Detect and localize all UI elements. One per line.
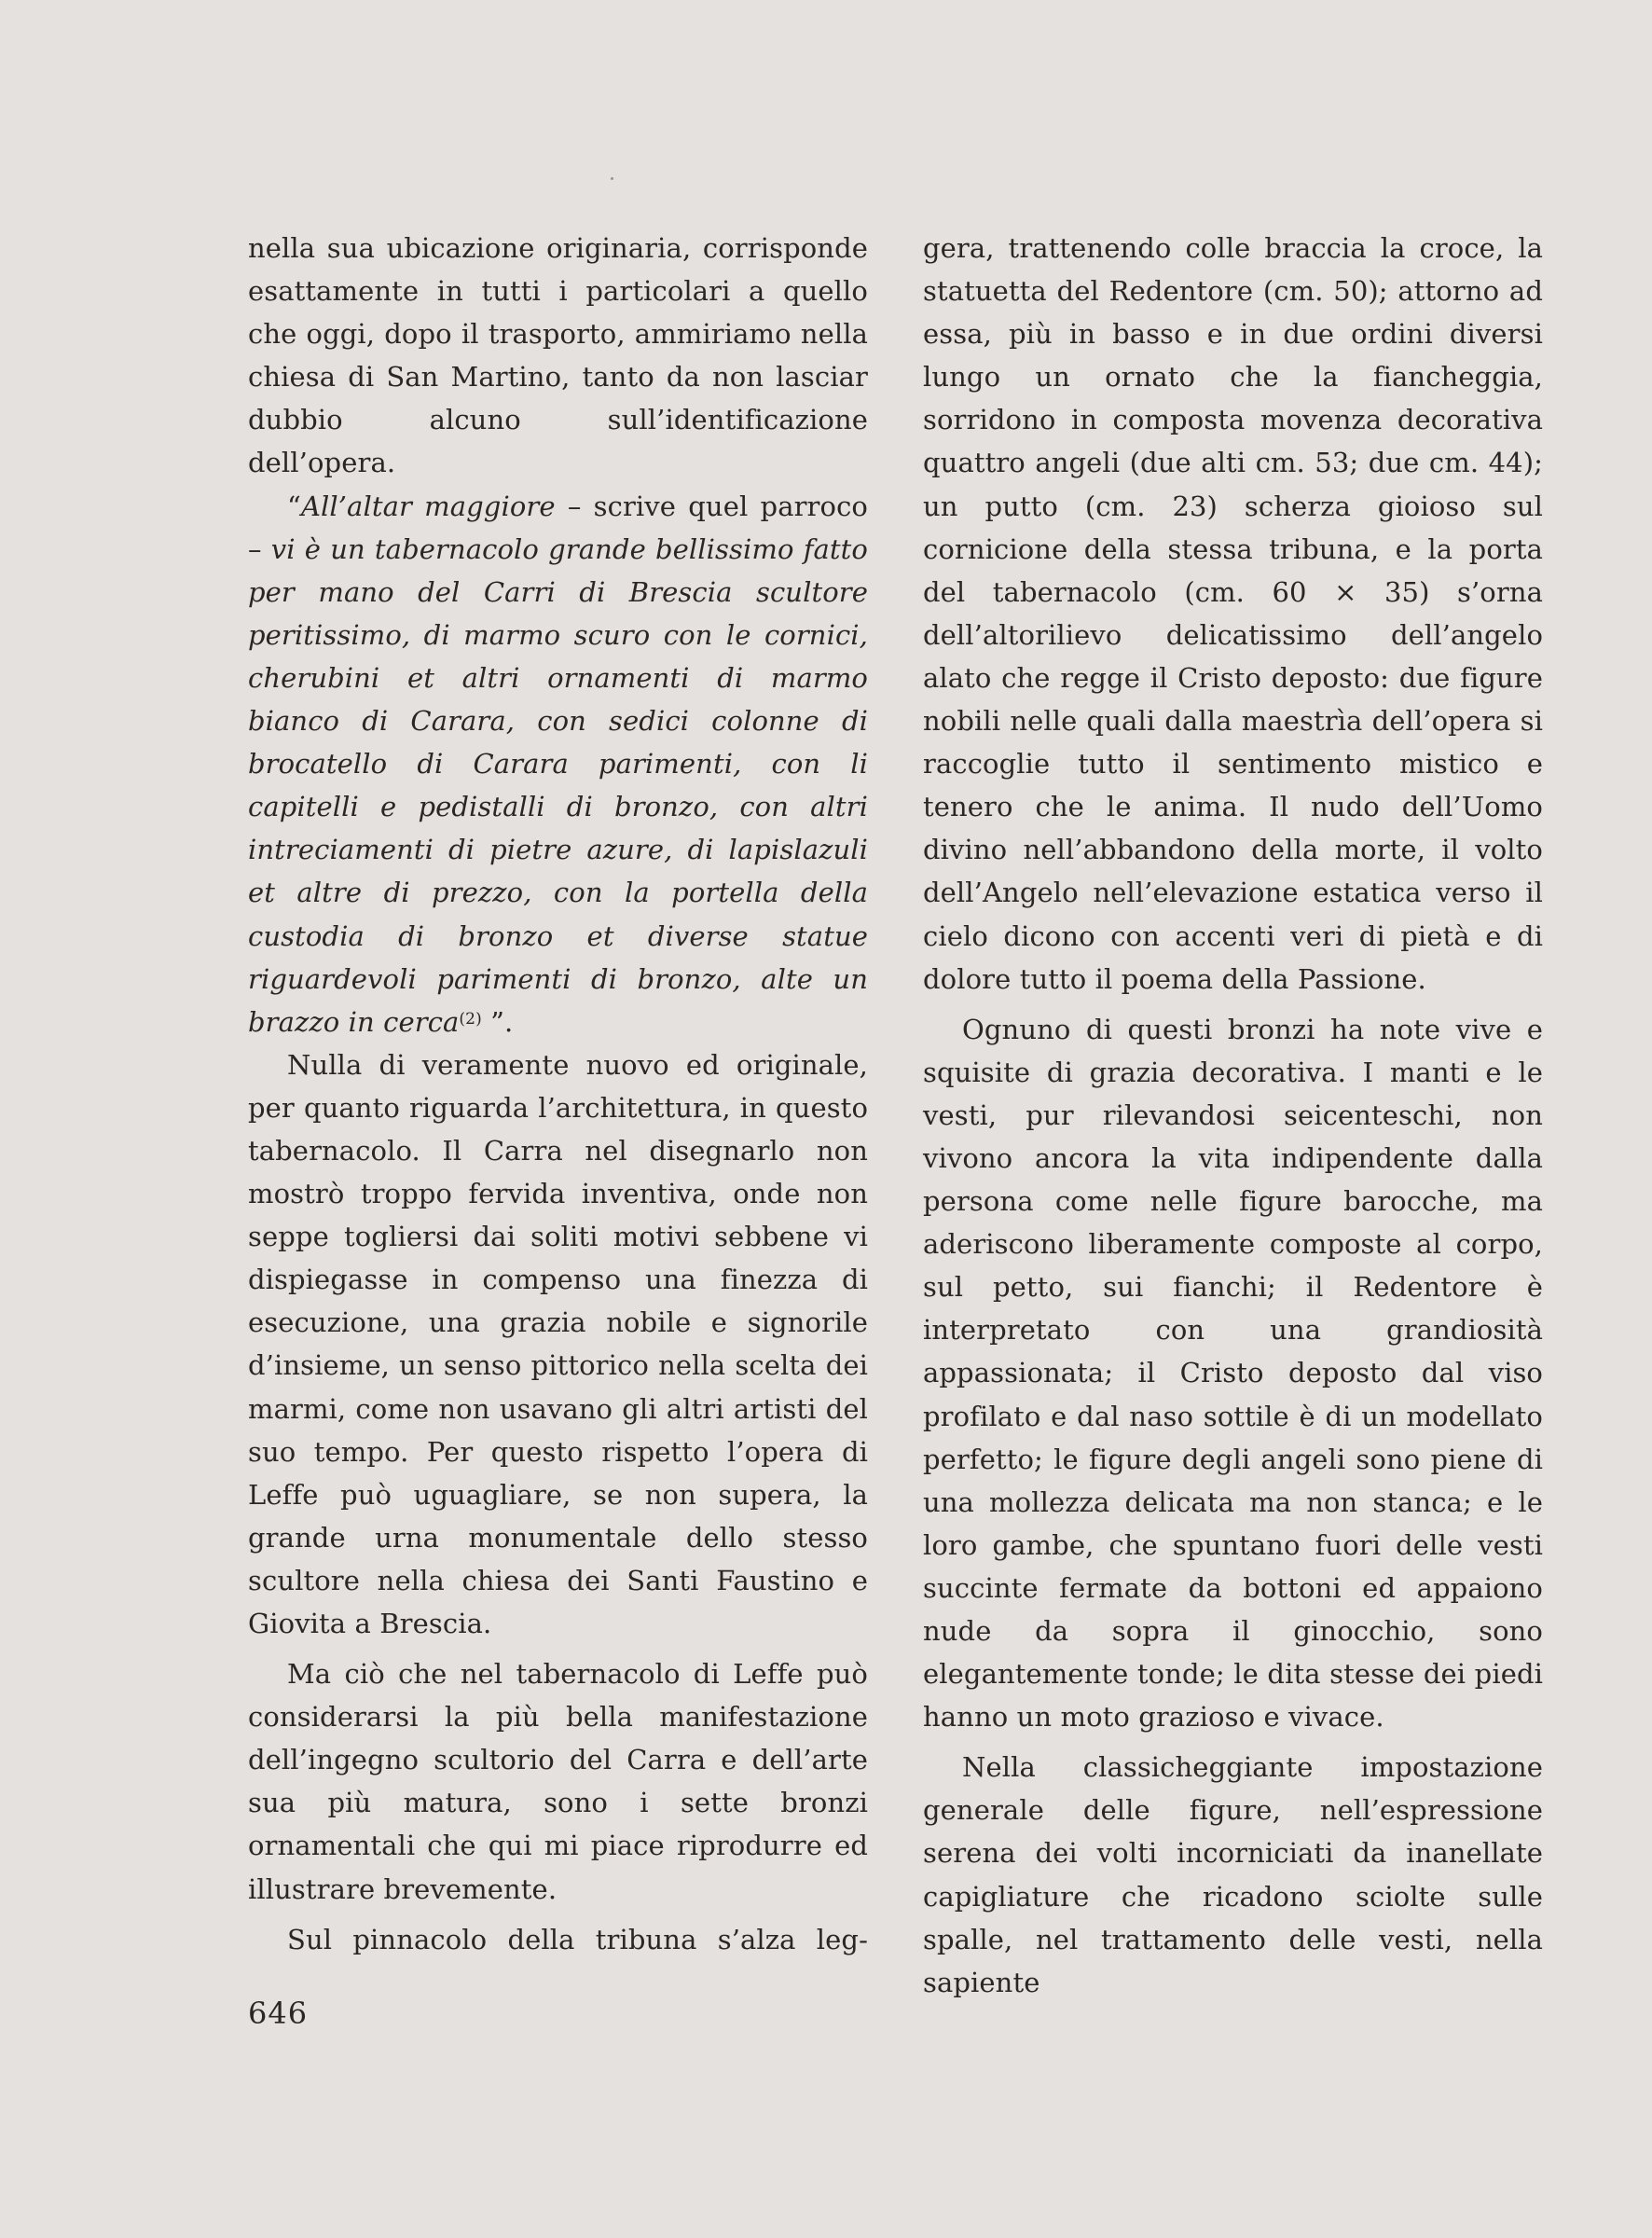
- right-column: [923, 227, 1543, 2004]
- speck-mark: [611, 177, 613, 180]
- quote-heading: All’altar maggiore: [300, 490, 556, 522]
- right-paragraph-3: Nella classicheggiante impostazione generale delle figure, nell’espressione serena dei volti incorniciati da inanellate capigliature che ricadono sciolte sulle spalle, nel trattamento delle vesti, nella sapiente: [923, 1751, 1543, 1998]
- left-column: [248, 227, 868, 1961]
- right-paragraph-2: Ognuno di questi bronzi ha note vive e squisite di grazia decorativa. I manti e le vesti, pur rilevandosi seicenteschi, non vivono ancora la vita indipendente dalla persona come nelle figure barocche, ma aderiscono liberamente composte al corpo, sul petto, sui fianchi; il Redentore è interpretato con una grandiosità appassionata; il Cristo deposto dal viso profilato e dal naso sottile è di un modellato perfetto; le figure degli angeli sono piene di una mollezza delicata ma non stanca; e le loro gambe, che spuntano fuori delle vesti succinte fermate da bottoni ed appaiono nude da sopra il ginocchio, sono elegantemente tonde; le dita stesse dei piedi hanno un moto grazioso e vivace.: [923, 1013, 1543, 1734]
- quote-body: vi è un tabernacolo grande bellissimo fatto per mano del Carri di Brescia scultore peritissimo, di marmo scuro con le cornici, cherubini et altri ornamenti di marmo bianco di Carara, con sedici colonne di brocatello di Carara parimenti, con li capitelli e pedistalli di bronzo, con altri intreciamenti di pietre azure, di lapislazuli et altre di prezzo, con la portella della custodia di bronzo et diverse statue riguardevoli parimenti di bronzo, alte un brazzo in cerca: [248, 532, 868, 1038]
- left-paragraph-quote: [248, 485, 868, 1043]
- footnote-reference: (2): [459, 1009, 482, 1029]
- right-paragraph-1: gera, trattenendo colle braccia la croce, la statuetta del Redentore (cm. 50); attorno ad essa, più in basso e in due ordini diversi lungo un ornato che la fiancheggia, sorridono in composta movenza decorativa quattro angeli (due alti cm. 53; due cm. 44); un putto (cm. 23) scherza gioioso sul cornicione della stessa tribuna, e la porta del tabernacolo (cm. 60 × 35) s’orna dell’altorilievo delicatissimo dell’angelo alato che regge il Cristo deposto: due figure nobili nelle quali dalla maestrìa dell’opera si raccoglie tutto il sentimento mistico e tenero che le anima. Il nudo dell’Uomo divino nell’abbandono della morte, il volto dell’Angelo nell’elevazione estatica verso il cielo dicono con accenti veri di pietà e di dolore tutto il poema della Passione.: [923, 232, 1543, 995]
- left-paragraph-4: Ma ciò che nel tabernacolo di Leffe può considerarsi la più bella manifestazione dell’ingegno scultorio del Carra e dell’arte sua più matura, sono i sette bronzi ornamentali che qui mi piace riprodurre ed illustrare brevemente.: [248, 1658, 868, 1905]
- page-number: 646: [248, 1996, 309, 2031]
- quote-open-mark: “: [287, 490, 301, 522]
- left-paragraph-1: nella sua ubicazione originaria, corrisponde esattamente in tutti i particolari a quello che oggi, dopo il trasporto, ammiriamo nella chiesa di San Martino, tanto da non lasciar dubbio alcuno sull’identificazione dell’opera.: [248, 232, 868, 479]
- left-paragraph-5: Sul pinnacolo della tribuna s’alza leg-: [287, 1923, 868, 1955]
- left-paragraph-3: Nulla di veramente nuovo ed originale, per quanto riguarda l’architettura, in questo tabernacolo. Il Carra nel disegnarlo non mostrò troppo fervida inventiva, onde non seppe togliersi dai soliti motivi sebbene vi dispiegasse in compenso una finezza di esecuzione, una grazia nobile e signorile d’insieme, un senso pittorico nella scelta dei marmi, come non usavano gli altri artisti del suo tempo. Per questo rispetto l’opera di Leffe può uguagliare, se non supera, la grande urna monumentale dello stesso scultore nella chiesa dei Santi Faustino e Giovita a Brescia.: [248, 1048, 868, 1639]
- quote-attribution: – scrive quel parroco –: [248, 490, 868, 565]
- quote-close-mark: ”.: [481, 1005, 514, 1038]
